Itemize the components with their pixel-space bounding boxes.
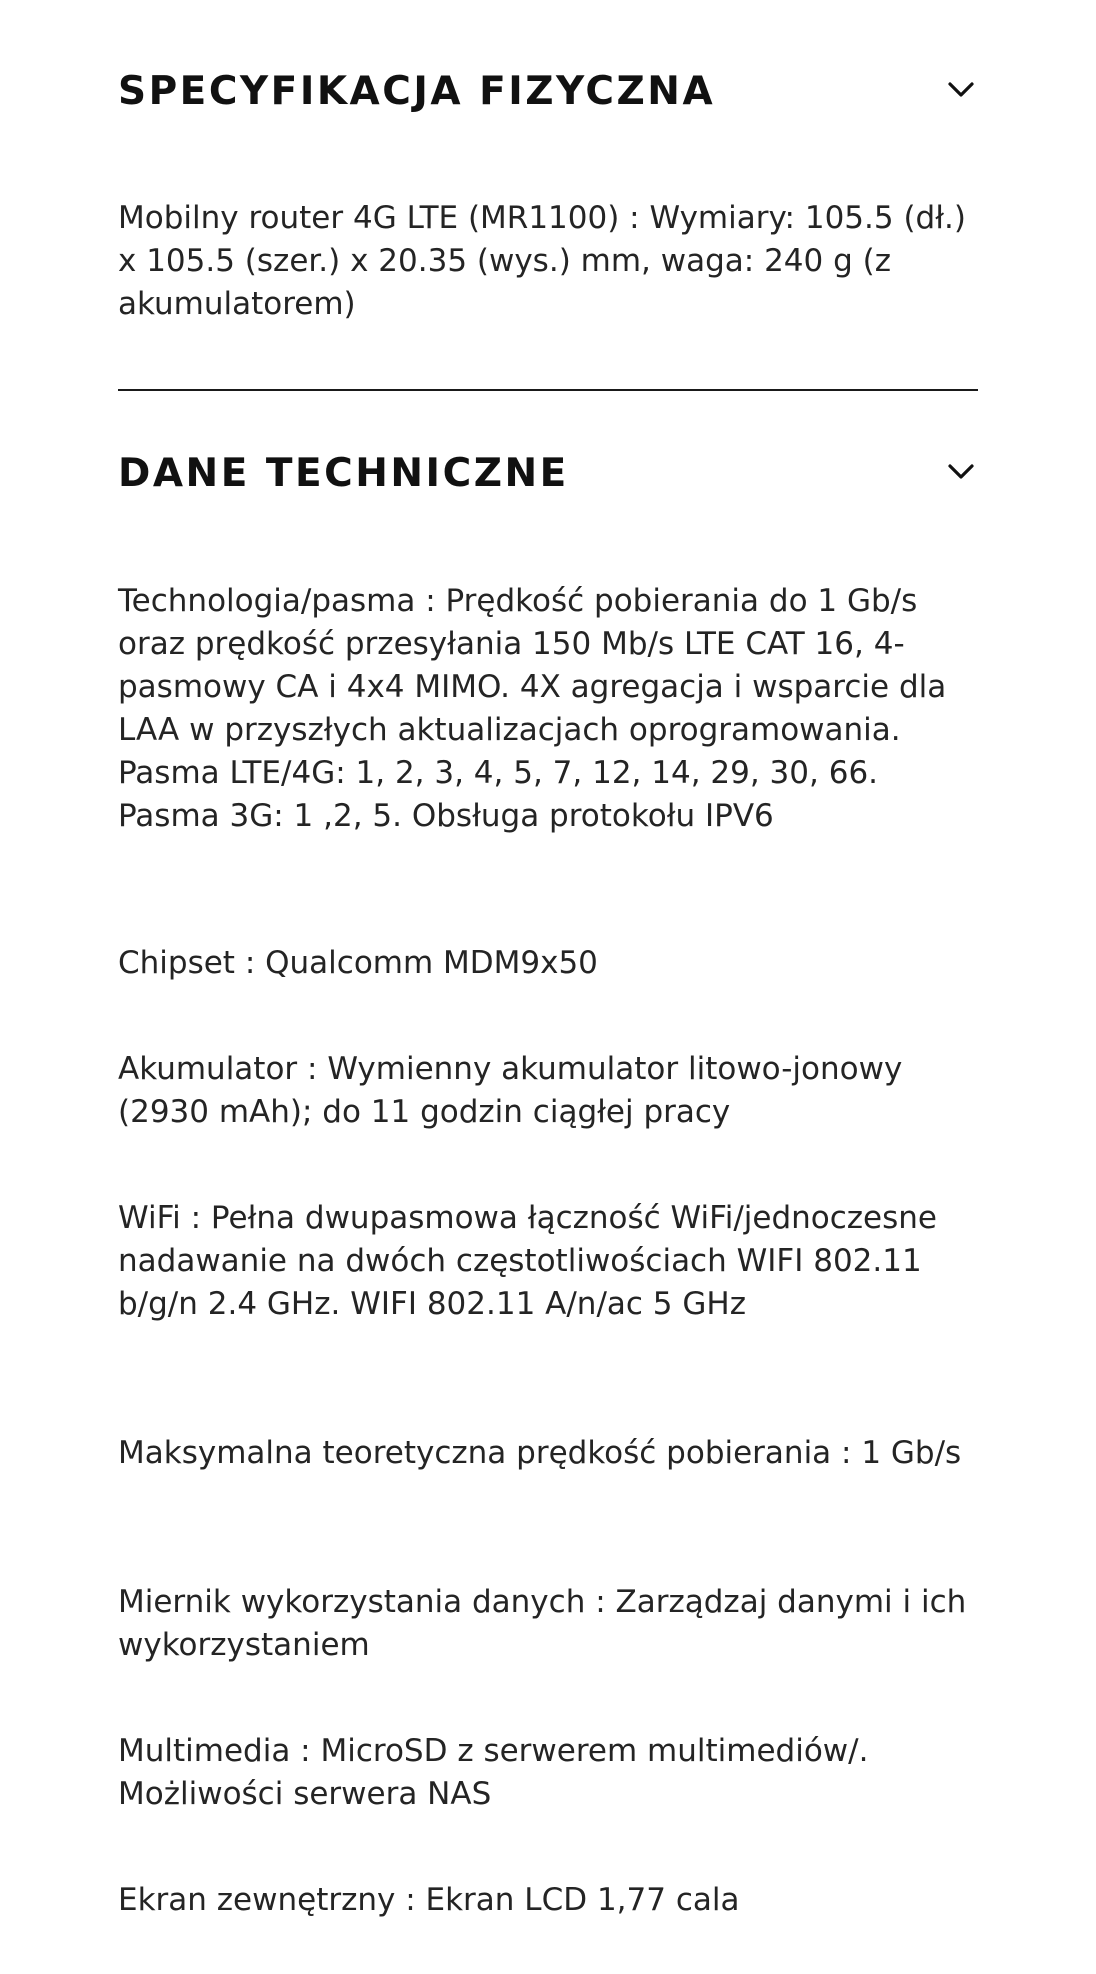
- spec-item-display: [118, 1879, 978, 1922]
- spec-item-text: WiFi : Pełna dwupasmowa łączność WiFi/jednoczesne nadawanie na dwóch częstotliwościach WIFI 802.11 b/g/n 2.4 GHz. WIFI 802.11 A/n/ac 5 GHz: [118, 1200, 938, 1322]
- spec-item-data-meter: [118, 1581, 978, 1667]
- section-header-technical-data[interactable]: [118, 448, 978, 500]
- spec-item: Mobilny router 4G LTE (MR1100) : Wymiary: 105.5 (dł.) x 105.5 (szer.) x 20.35 (wys.) mm, waga: 240 g (z akumulatorem): [118, 200, 966, 322]
- spec-item-text: Technologia/pasma : Prędkość pobierania do 1 Gb/s oraz prędkość przesyłania 150 Mb/s LTE CAT 16, 4-pasmowy CA i 4x4 MIMO. 4X agregacja i wsparcie dla LAA w przyszłych aktualizacjach oprogramowania. Pasma LTE/4G: 1, 2, 3, 4, 5, 7, 12, 14, 29, 30, 66. Pasma 3G: 1 ,2, 5. Obsługa protokołu IPV6: [118, 583, 947, 834]
- spec-item-chipset: [118, 942, 978, 985]
- spec-item-text: Ekran zewnętrzny : Ekran LCD 1,77 cala: [118, 1882, 740, 1918]
- section-body-physical-spec: [118, 197, 978, 326]
- section-title: SPECYFIKACJA FIZYCZNA: [118, 69, 716, 114]
- section-divider: [118, 389, 978, 391]
- section-header-physical-spec[interactable]: [118, 66, 978, 118]
- section-title: DANE TECHNICZNE: [118, 451, 569, 496]
- spec-item-text: Chipset : Qualcomm MDM9x50: [118, 945, 598, 981]
- spec-item-max-speed: [118, 1432, 978, 1475]
- spec-item-text: Miernik wykorzystania danych : Zarządzaj danymi i ich wykorzystaniem: [118, 1584, 967, 1663]
- spec-item-text: Multimedia : MicroSD z serwerem multimediów/. Możliwości serwera NAS: [118, 1733, 869, 1812]
- spec-item-text: Akumulator : Wymienny akumulator litowo-jonowy (2930 mAh); do 11 godzin ciągłej pracy: [118, 1051, 903, 1130]
- spec-item-text: Maksymalna teoretyczna prędkość pobierania : 1 Gb/s: [118, 1435, 962, 1471]
- spec-item-multimedia: [118, 1730, 978, 1816]
- chevron-down-icon[interactable]: [944, 78, 978, 102]
- chevron-down-icon[interactable]: [944, 460, 978, 484]
- spec-item-wifi: [118, 1197, 978, 1326]
- spec-item-battery: [118, 1048, 978, 1134]
- spec-item-technology: [118, 580, 978, 838]
